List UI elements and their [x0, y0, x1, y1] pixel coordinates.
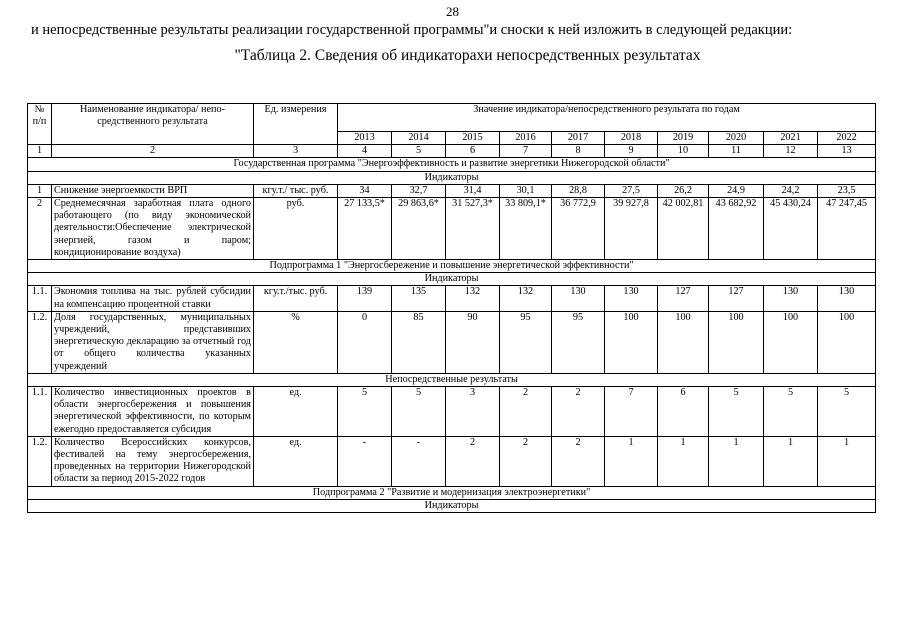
column-number: 6 — [446, 145, 500, 158]
row-value: 90 — [446, 311, 500, 373]
row-value: 31 527,3* — [446, 198, 500, 260]
row-unit: руб. — [254, 198, 338, 260]
row-value: 32,7 — [392, 184, 446, 197]
row-value: 130 — [764, 286, 818, 311]
row-num: 1 — [28, 184, 52, 197]
row-value: 100 — [818, 311, 876, 373]
row-value: 139 — [338, 286, 392, 311]
column-number: 11 — [709, 145, 764, 158]
row-value: 24,2 — [764, 184, 818, 197]
row-name: Экономия топлива на тыс. рублей субсидии на компенсацию процентной ставки — [52, 286, 254, 311]
row-value: 127 — [658, 286, 709, 311]
row-value: 1 — [818, 436, 876, 486]
section-program-title: Государственная программа "Энергоэффективность и развитие энергетики Нижегородской области" — [28, 158, 876, 171]
row-value: 132 — [446, 286, 500, 311]
column-number: 12 — [764, 145, 818, 158]
table-row — [28, 198, 876, 260]
row-value: 36 772,9 — [552, 198, 605, 260]
row-name: Среднемесячная заработная плата одного работающего (по виду экономической деятельности:Обеспечение электрической энергией, газом и паром; кондиционирование воздуха) — [52, 198, 254, 260]
column-number: 9 — [605, 145, 658, 158]
row-value: 100 — [605, 311, 658, 373]
row-name: Количество Всероссийских конкурсов, фестивалей на тему энергосбережения, проведенных на территории Нижегородской области за период 2015-2022 годов — [52, 436, 254, 486]
row-value: 5 — [392, 387, 446, 437]
year-header: 2014 — [392, 132, 446, 145]
row-value: 5 — [818, 387, 876, 437]
row-value: - — [392, 436, 446, 486]
row-num: 2 — [28, 198, 52, 260]
column-number: 7 — [500, 145, 552, 158]
table-row — [28, 286, 876, 311]
row-value: 30,1 — [500, 184, 552, 197]
row-value: 132 — [500, 286, 552, 311]
column-number: 10 — [658, 145, 709, 158]
row-value: 31,4 — [446, 184, 500, 197]
row-value: 7 — [605, 387, 658, 437]
year-header: 2022 — [818, 132, 876, 145]
row-unit: % — [254, 311, 338, 373]
row-value: 47 247,45 — [818, 198, 876, 260]
column-number: 1 — [28, 145, 52, 158]
column-number: 13 — [818, 145, 876, 158]
row-value: 95 — [500, 311, 552, 373]
row-value: 100 — [658, 311, 709, 373]
row-unit: ед. — [254, 436, 338, 486]
row-value: 1 — [709, 436, 764, 486]
section-subprogram-1: Подпрограмма 1 "Энергосбережение и повышение энергетической эффективности" — [28, 260, 876, 273]
row-value: 100 — [709, 311, 764, 373]
row-value: 39 927,8 — [605, 198, 658, 260]
year-header: 2017 — [552, 132, 605, 145]
row-value: 24,9 — [709, 184, 764, 197]
row-unit: ед. — [254, 387, 338, 437]
header-unit: Ед. измерения — [254, 104, 338, 145]
row-num: 1.1. — [28, 286, 52, 311]
table-caption: "Таблица 2. Сведения об индикаторахи непосредственных результатах — [234, 47, 701, 64]
section-direct-results: Непосредственные результаты — [28, 373, 876, 386]
column-number: 2 — [52, 145, 254, 158]
row-value: 27,5 — [605, 184, 658, 197]
row-name: Количество инвестиционных проектов в области энергосбережения и повышения энергетической эффективности, по которым ежегодно предоставляется субсидия — [52, 387, 254, 437]
column-number: 5 — [392, 145, 446, 158]
row-value: 27 133,5* — [338, 198, 392, 260]
intro-text: и непосредственные результаты реализации государственной программы"и сноски к ней изложить в следующей редакции: — [31, 22, 793, 38]
column-number: 8 — [552, 145, 605, 158]
row-value: 3 — [446, 387, 500, 437]
row-num: 1.2. — [28, 311, 52, 373]
row-value: 0 — [338, 311, 392, 373]
row-value: 6 — [658, 387, 709, 437]
row-value: 95 — [552, 311, 605, 373]
row-value: 2 — [446, 436, 500, 486]
row-value: 130 — [605, 286, 658, 311]
section-indicators: Индикаторы — [28, 171, 876, 184]
row-value: 26,2 — [658, 184, 709, 197]
row-value: 2 — [500, 436, 552, 486]
row-value: 135 — [392, 286, 446, 311]
row-value: 28,8 — [552, 184, 605, 197]
year-header: 2020 — [709, 132, 764, 145]
row-value: 34 — [338, 184, 392, 197]
section-indicators: Индикаторы — [28, 499, 876, 512]
table-row — [28, 387, 876, 437]
table-row — [28, 184, 876, 197]
row-value: 1 — [605, 436, 658, 486]
row-value: 33 809,1* — [500, 198, 552, 260]
row-value: 5 — [764, 387, 818, 437]
row-value: 2 — [552, 436, 605, 486]
row-value: 1 — [658, 436, 709, 486]
row-value: 43 682,92 — [709, 198, 764, 260]
year-header: 2016 — [500, 132, 552, 145]
column-number: 3 — [254, 145, 338, 158]
row-num: 1.1. — [28, 387, 52, 437]
year-header: 2021 — [764, 132, 818, 145]
row-value: 2 — [552, 387, 605, 437]
row-value: 2 — [500, 387, 552, 437]
section-subprogram-2: Подпрограмма 2 "Развитие и модернизация электроэнергетики" — [28, 486, 876, 499]
page-number: 28 — [446, 4, 459, 19]
row-name: Доля государственных, муниципальных учреждений, представивших энергетическую декларацию за отчетный год от общего количества указанных учреждений — [52, 311, 254, 373]
row-value: - — [338, 436, 392, 486]
column-numbers-row — [28, 145, 876, 158]
row-value: 100 — [764, 311, 818, 373]
row-value: 85 — [392, 311, 446, 373]
row-num: 1.2. — [28, 436, 52, 486]
year-header: 2015 — [446, 132, 500, 145]
row-unit: кгу.т./тыс. руб. — [254, 286, 338, 311]
row-value: 1 — [764, 436, 818, 486]
row-value: 45 430,24 — [764, 198, 818, 260]
table-row — [28, 436, 876, 486]
indicators-table — [27, 103, 876, 513]
row-value: 5 — [709, 387, 764, 437]
year-header: 2018 — [605, 132, 658, 145]
row-value: 23,5 — [818, 184, 876, 197]
row-value: 130 — [552, 286, 605, 311]
header-values: Значение индикатора/непосредственного результата по годам — [338, 104, 876, 132]
header-name: Наименование индикатора/ непосредственного результата — [52, 104, 254, 145]
header-num: № п/п — [28, 104, 52, 145]
column-number: 4 — [338, 145, 392, 158]
row-name: Снижение энергоемкости ВРП — [52, 184, 254, 197]
year-header: 2013 — [338, 132, 392, 145]
row-value: 130 — [818, 286, 876, 311]
year-header: 2019 — [658, 132, 709, 145]
row-unit: кгу.т./ тыс. руб. — [254, 184, 338, 197]
section-indicators: Индикаторы — [28, 273, 876, 286]
table-row — [28, 311, 876, 373]
row-value: 127 — [709, 286, 764, 311]
row-value: 5 — [338, 387, 392, 437]
row-value: 42 002,81 — [658, 198, 709, 260]
row-value: 29 863,6* — [392, 198, 446, 260]
